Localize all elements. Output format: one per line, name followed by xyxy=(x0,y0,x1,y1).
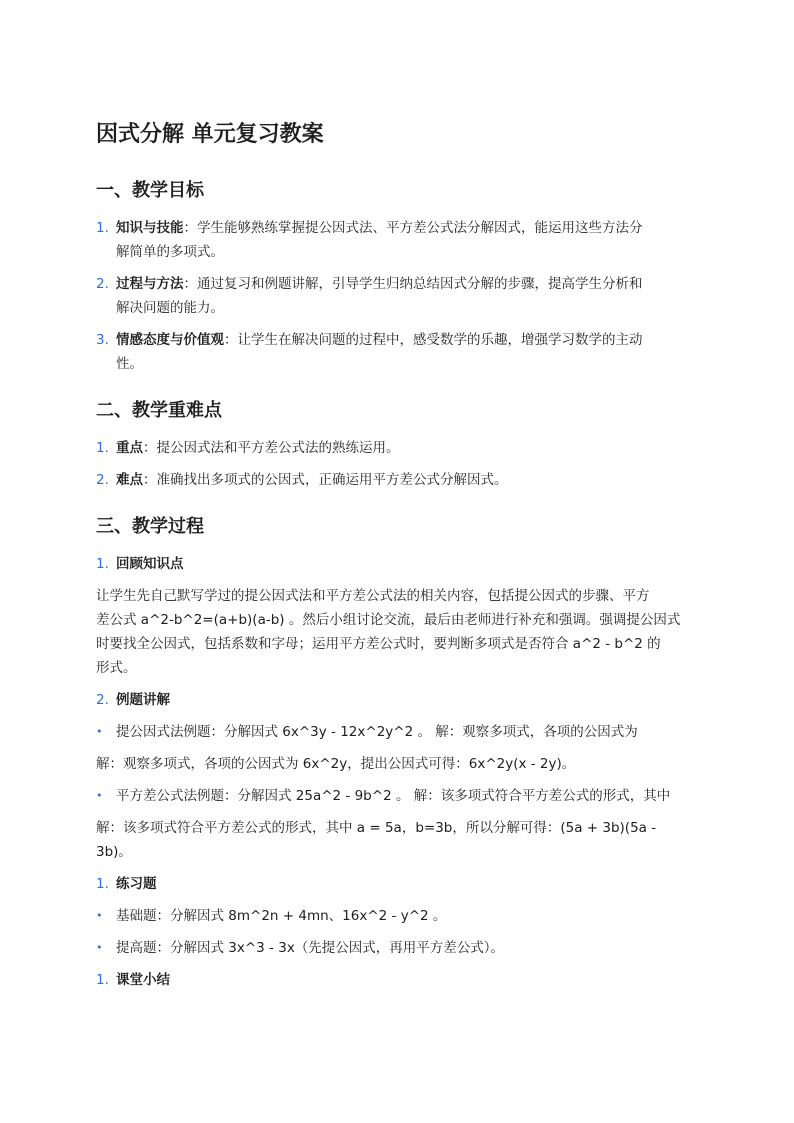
objective-item-3-cont: 性。 xyxy=(116,356,143,372)
review-paragraph-line-2: 差公式 a^2-b^2=(a+b)(a-b) 。然后小组讨论交流，最后由老师进行补充和强调。强调提公因式 xyxy=(96,612,681,628)
bullet-icon: • xyxy=(96,941,103,954)
process-step-review xyxy=(96,552,184,576)
objective-label: 情感态度与价值观 xyxy=(116,332,224,348)
objective-text: 让学生在解决问题的过程中，感受数学的乐趣，增强学习数学的主动 xyxy=(237,332,643,348)
example-bullet-2 xyxy=(96,784,670,809)
objective-text: 通过复习和例题讲解，引导学生归纳总结因式分解的步骤，提高学生分析和 xyxy=(197,276,643,292)
objective-label: 过程与方法 xyxy=(116,276,184,292)
step-label: 例题讲解 xyxy=(116,692,170,708)
section-heading-objectives: 一、教学目标 xyxy=(96,180,204,201)
process-step-examples xyxy=(96,688,170,712)
objective-item-2-cont: 解决问题的能力。 xyxy=(116,300,224,316)
process-step-summary xyxy=(96,968,170,992)
example-answer-1: 解：观察多项式，各项的公因式为 6x^2y，提出公因式可得：6x^2y(x - 2y)。 xyxy=(96,756,576,772)
bullet-icon: • xyxy=(96,725,103,738)
objective-item-1-cont: 解简单的多项式。 xyxy=(116,244,224,260)
objective-item-2 xyxy=(96,272,643,296)
practice-bullet-1 xyxy=(96,904,446,929)
practice-bullet-2 xyxy=(96,936,504,961)
step-label: 课堂小结 xyxy=(116,972,170,988)
section-heading-key-points: 二、教学重难点 xyxy=(96,400,222,421)
review-paragraph-line-4: 形式。 xyxy=(96,660,137,676)
example-answer-2-line-1: 解：该多项式符合平方差公式的形式，其中 a = 5a，b=3b，所以分解可得：(5a + 3b)(5a - xyxy=(96,820,657,836)
bullet-text: 提公因式法例题：分解因式 6x^3y - 12x^2y^2 。 解：观察多项式，各项的公因式为 xyxy=(116,724,638,740)
example-answer-2-line-2: 3b)。 xyxy=(96,844,132,860)
objective-item-3 xyxy=(96,328,643,352)
key-point-label: 难点 xyxy=(116,472,143,488)
list-number: 3. xyxy=(96,332,109,348)
step-label: 回顾知识点 xyxy=(116,556,184,572)
list-number: 1. xyxy=(96,556,109,572)
objective-label: 知识与技能 xyxy=(116,220,184,236)
list-number: 1. xyxy=(96,220,109,236)
label-separator: ： xyxy=(143,472,157,488)
bullet-text: 平方差公式法例题：分解因式 25a^2 - 9b^2 。 解：该多项式符合平方差公式的形式，其中 xyxy=(116,788,671,804)
section-heading-process: 三、教学过程 xyxy=(96,516,204,537)
key-point-text: 准确找出多项式的公因式，正确运用平方差公式分解因式。 xyxy=(156,472,508,488)
bullet-text: 提高题：分解因式 3x^3 - 3x（先提公因式，再用平方差公式）。 xyxy=(116,940,505,956)
list-number: 1. xyxy=(96,440,109,456)
label-separator: ： xyxy=(224,332,238,348)
key-point-item-2 xyxy=(96,468,508,492)
review-paragraph-line-1: 让学生先自己默写学过的提公因式法和平方差公式法的相关内容，包括提公因式的步骤、平方 xyxy=(96,588,650,604)
key-point-text: 提公因式法和平方差公式法的熟练运用。 xyxy=(156,440,400,456)
list-number: 2. xyxy=(96,472,109,488)
example-bullet-1 xyxy=(96,720,638,745)
objective-text: 学生能够熟练掌握提公因式法、平方差公式法分解因式，能运用这些方法分 xyxy=(197,220,643,236)
review-paragraph-line-3: 时要找全公因式，包括系数和字母；运用平方差公式时，要判断多项式是否符合 a^2 - b^2 的 xyxy=(96,636,661,652)
key-point-label: 重点 xyxy=(116,440,143,456)
step-label: 练习题 xyxy=(116,876,157,892)
objective-item-1 xyxy=(96,216,643,240)
list-number: 2. xyxy=(96,692,109,708)
label-separator: ： xyxy=(183,276,197,292)
label-separator: ： xyxy=(143,440,157,456)
list-number: 1. xyxy=(96,876,109,892)
list-number: 2. xyxy=(96,276,109,292)
bullet-icon: • xyxy=(96,909,103,922)
label-separator: ： xyxy=(183,220,197,236)
document-title: 因式分解 单元复习教案 xyxy=(96,122,324,147)
bullet-text: 基础题：分解因式 8m^2n + 4mn、16x^2 - y^2 。 xyxy=(116,908,447,924)
list-number: 1. xyxy=(96,972,109,988)
bullet-icon: • xyxy=(96,789,103,802)
process-step-practice xyxy=(96,872,157,896)
key-point-item-1 xyxy=(96,436,400,460)
